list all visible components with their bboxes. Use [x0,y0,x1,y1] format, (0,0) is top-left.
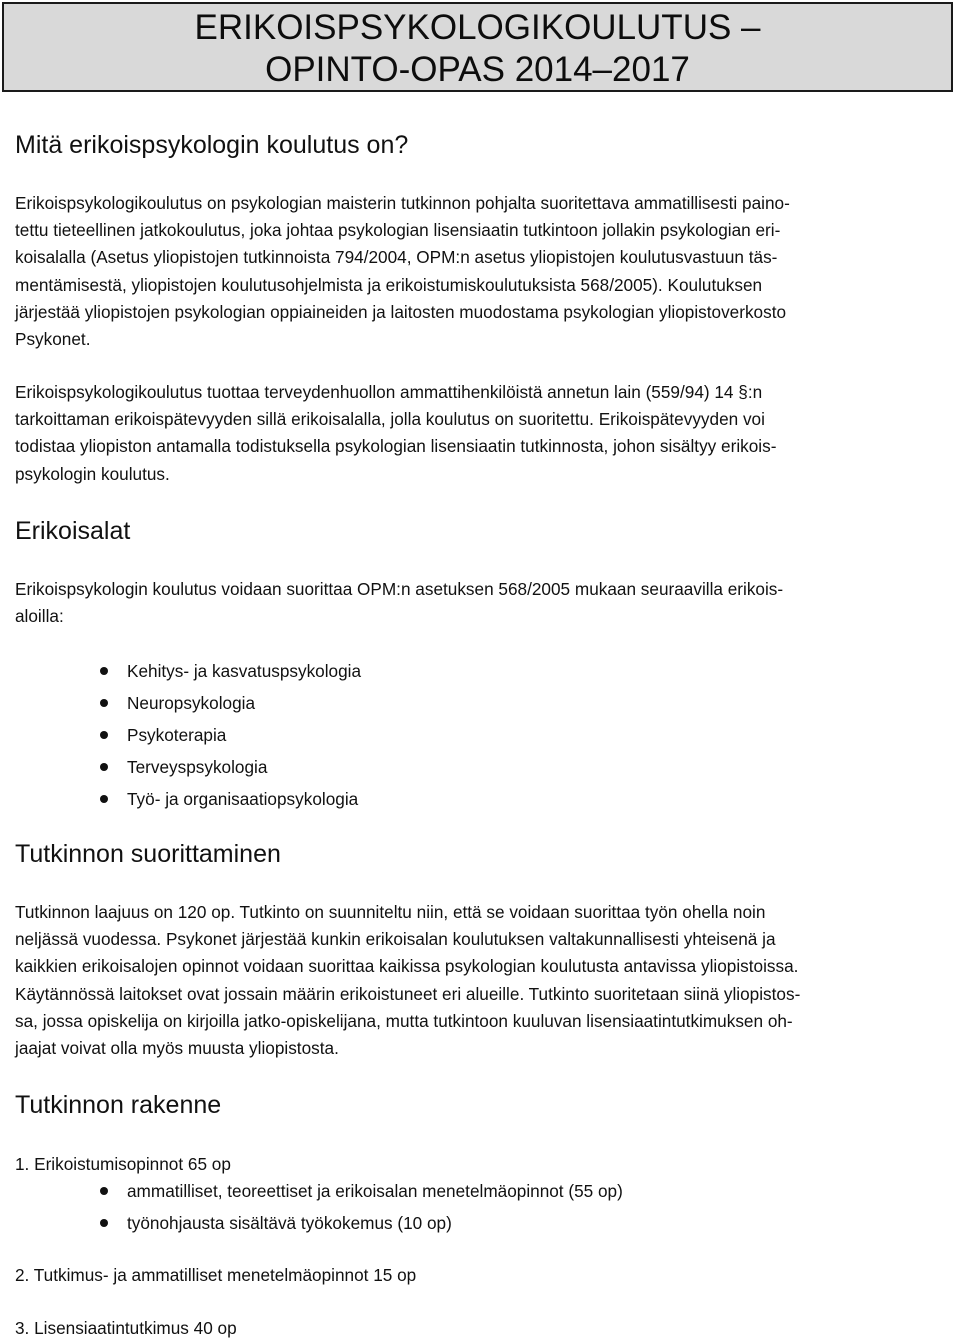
text-line: Käytännössä laitokset ovat jossain määrin erikoistuneet eri alueille. Tutkinto suoritetaan siinä yliopistos- [15,983,801,1004]
text-line: järjestää yliopistojen psykologian oppiaineiden ja laitosten muodostama psykologian yliopistoverkosto [15,301,787,322]
completion-paragraph [15,899,945,1062]
bullet-icon [100,699,108,707]
text-line: tettu tieteellinen jatkokoulutus, joka johtaa psykologian lisensiaatin tutkintoon jollakin psykologian eri- [15,220,781,241]
structure-item-1-sublist [0,1175,623,1239]
text-line: aloilla: [15,606,64,627]
bullet-icon [100,667,108,675]
text-line: todistaa yliopiston antamalla todistuksella psykologian lisensiaatin tutkinnosta, johon sisältyy erikois- [15,436,777,457]
bullet-icon [100,1219,108,1227]
text-line: psykologin koulutus. [15,463,170,484]
heading-specialties: Erikoisalat [15,517,131,545]
document-title-box [2,2,953,92]
structure-item-2: 2. Tutkimus- ja ammatilliset menetelmäopinnot 15 op [15,1265,417,1285]
document-title-line-1: ERIKOISPSYKOLOGIKOULUTUS – [194,8,761,47]
heading-structure: Tutkinnon rakenne [15,1091,222,1119]
text-line: neljässä vuodessa. Psykonet järjestää kunkin erikoisalan koulutuksen valtakunnallisesti yhteisenä ja [15,929,776,950]
text-line: Erikoispsykologin koulutus voidaan suorittaa OPM:n asetuksen 568/2005 mukaan seuraavilla erikois- [15,579,784,599]
list-item: Työ- ja organisaatiopsykologia [0,783,361,815]
structure-item-1: 1. Erikoistumisopinnot 65 op [15,1154,231,1174]
text-line: kaikkien erikoisalojen opinnot voidaan suorittaa kaikissa psykologian koulutusta antavissa yliopistoissa. [15,956,799,977]
heading-completion: Tutkinnon suorittaminen [15,840,281,868]
specialties-list [0,655,361,815]
text-line: Erikoispsykologikoulutus tuottaa terveydenhuollon ammattihenkilöistä annetun lain (559/94) 14 §:n [15,382,763,402]
specialties-intro [15,576,945,630]
document-title-line-2: OPINTO-OPAS 2014–2017 [265,50,690,89]
structure-item-3: 3. Lisensiaatintutkimus 40 op [15,1318,237,1338]
bullet-icon [100,795,108,803]
list-item: Terveyspsykologia [0,751,361,783]
list-item: Kehitys- ja kasvatuspsykologia [0,655,361,687]
text-line: Erikoispsykologikoulutus on psykologian maisterin tutkinnon pohjalta suoritettava ammatillisesti paino- [15,193,790,213]
list-item: ammatilliset, teoreettiset ja erikoisalan menetelmäopinnot (55 op) [0,1175,623,1207]
text-line: tarkoittaman erikoispätevyyden sillä erikoisalalla, jolla koulutus on suoritettu. Erikoispätevyyden voi [15,409,765,430]
intro-paragraph-1 [15,190,945,353]
text-line: Psykonet. [15,329,91,350]
list-item: työnohjausta sisältävä työkokemus (10 op) [0,1207,623,1239]
text-line: koisalalla (Asetus yliopistojen tutkinnoista 794/2004, OPM:n asetus yliopistojen koulutusvastuun täs- [15,247,778,268]
bullet-icon [100,763,108,771]
intro-paragraph-2 [15,379,945,488]
bullet-icon [100,1187,108,1195]
bullet-icon [100,731,108,739]
text-line: sa, jossa opiskelija on kirjoilla jatko-opiskelijana, mutta tutkintoon kuuluvan lisensiaatintutkimuksen oh- [15,1010,793,1031]
list-item: Neuropsykologia [0,687,361,719]
text-line: Tutkinnon laajuus on 120 op. Tutkinto on suunniteltu niin, että se voidaan suorittaa työn ohella noin [15,902,766,922]
text-line: jaajat voivat olla myös muusta yliopistosta. [15,1038,339,1059]
list-item: Psykoterapia [0,719,361,751]
heading-what-is-training: Mitä erikoispsykologin koulutus on? [15,131,409,159]
text-line: mentämisestä, yliopistojen koulutusohjelmista ja erikoistumiskoulutuksista 568/2005). Koulutuksen [15,274,763,295]
